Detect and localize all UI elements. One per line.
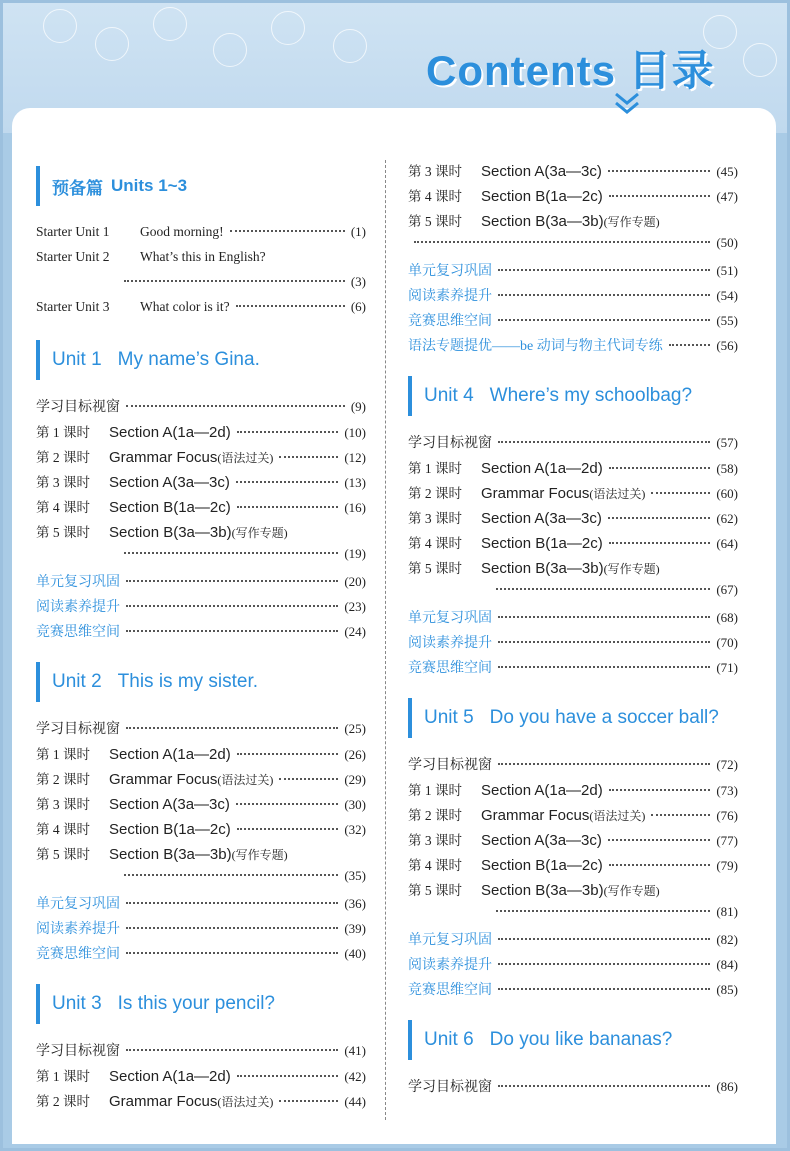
lesson-section: Section A(3a—3c): [109, 474, 230, 491]
lesson-number: 第 1 课时: [408, 783, 462, 798]
unit-title: This is my sister.: [117, 671, 259, 692]
page-number: (76): [716, 808, 738, 823]
page-number: (42): [344, 1069, 366, 1084]
hexagon-decoration: [213, 33, 247, 67]
lesson-number: 第 1 课时: [36, 1069, 90, 1084]
toc-entry[interactable]: [408, 335, 738, 360]
entry-title: 语法专题提优——be 动词与物主代词专练: [408, 339, 663, 354]
dot-leader: [498, 294, 710, 296]
lesson-number: 第 3 课时: [408, 833, 462, 848]
page-number: (62): [716, 511, 738, 526]
lesson-number: 第 1 课时: [36, 425, 90, 440]
page-number: (20): [344, 574, 366, 589]
toc-entry[interactable]: [36, 743, 366, 768]
toc-entry[interactable]: [408, 557, 738, 582]
entry-title: 竞赛思维空间: [408, 314, 492, 329]
entry-title: 阅读素养提升: [408, 636, 492, 651]
toc-entry[interactable]: [36, 224, 366, 249]
entry-title: 学习目标视窗: [36, 722, 120, 737]
page-number: (39): [344, 921, 366, 936]
dot-leader: [498, 763, 710, 765]
unit-heading[interactable]: [36, 166, 366, 206]
toc-entry[interactable]: [408, 632, 738, 657]
dot-leader: [124, 874, 338, 876]
lesson-section: Section A(1a—2d): [109, 1068, 231, 1085]
lesson-section: Section A(1a—2d): [109, 746, 231, 763]
toc-entry[interactable]: [408, 804, 738, 829]
toc-entry[interactable]: [36, 496, 366, 521]
page-number: (23): [344, 599, 366, 614]
unit-heading[interactable]: [408, 376, 738, 416]
page-number: (70): [716, 635, 738, 650]
lesson-note: (语法过关): [217, 773, 274, 787]
dot-leader: [237, 506, 339, 508]
dot-leader: [609, 789, 711, 791]
dot-leader: [498, 666, 710, 668]
lesson-section: Grammar Focus: [109, 1093, 218, 1110]
page-number: (29): [344, 772, 366, 787]
unit-title: Do you have a soccer ball?: [489, 707, 719, 728]
page-number: (50): [716, 235, 738, 250]
hexagon-decoration: [95, 27, 129, 61]
dot-leader: [230, 230, 345, 232]
toc-entry[interactable]: [408, 979, 738, 1004]
unit-title: Where’s my schoolbag?: [489, 385, 693, 406]
toc-entry[interactable]: [408, 260, 738, 285]
page-number: (51): [716, 263, 738, 278]
unit-number: Unit 3: [52, 993, 102, 1014]
lesson-section: Grammar Focus: [481, 807, 590, 824]
dot-leader: [126, 605, 338, 607]
lesson-note: (语法过关): [217, 1095, 274, 1109]
toc-entry[interactable]: [36, 471, 366, 496]
lesson-number: 第 3 课时: [408, 511, 462, 526]
unit-number: Unit 1: [52, 349, 102, 370]
dot-leader: [496, 588, 710, 590]
lesson-section: Grammar Focus: [109, 771, 218, 788]
page-number: (3): [350, 274, 366, 289]
unit-heading[interactable]: [36, 340, 366, 380]
entry-title: 学习目标视窗: [408, 758, 492, 773]
dot-leader: [279, 778, 338, 780]
dot-leader: [498, 269, 710, 271]
toc-entry[interactable]: [408, 854, 738, 879]
toc-entry[interactable]: [36, 274, 366, 299]
dot-leader: [651, 814, 710, 816]
lesson-note: (语法过关): [589, 809, 646, 823]
entry-title: 竞赛思维空间: [408, 983, 492, 998]
page-number: (44): [344, 1094, 366, 1109]
page-number: (32): [344, 822, 366, 837]
dot-leader: [498, 1085, 710, 1087]
page-number: (79): [716, 858, 738, 873]
page-number: (47): [716, 189, 738, 204]
lesson-number: 第 5 课时: [36, 525, 90, 540]
unit-heading[interactable]: [36, 984, 366, 1024]
page-number: (68): [716, 610, 738, 625]
dot-leader: [126, 927, 338, 929]
page-number: (40): [344, 946, 366, 961]
entry-title: 阅读素养提升: [36, 922, 120, 937]
lesson-number: 第 5 课时: [408, 883, 462, 898]
unit-heading[interactable]: [36, 662, 366, 702]
dot-leader: [124, 552, 338, 554]
lesson-number: 第 5 课时: [408, 561, 462, 576]
dot-leader: [498, 963, 710, 965]
unit-number: Unit 2: [52, 671, 102, 692]
page-number: (56): [716, 338, 738, 353]
dot-leader: [498, 441, 710, 443]
lesson-number: 第 2 课时: [408, 808, 462, 823]
page-number: (35): [344, 868, 366, 883]
dot-leader: [236, 803, 338, 805]
lesson-note: (语法过关): [217, 451, 274, 465]
page-number: (41): [344, 1043, 366, 1058]
toc-entry[interactable]: [36, 868, 366, 893]
toc-entry[interactable]: [408, 779, 738, 804]
page-number: (64): [716, 536, 738, 551]
entry-title: 学习目标视窗: [36, 1044, 120, 1059]
toc-entry[interactable]: [36, 718, 366, 743]
toc-entry[interactable]: [36, 1065, 366, 1090]
lesson-number: 第 2 课时: [408, 486, 462, 501]
column-divider: [385, 160, 386, 1120]
lesson-section: Section B(1a—2c): [481, 535, 603, 552]
lesson-number: 第 4 课时: [36, 500, 90, 515]
toc-entry[interactable]: [408, 432, 738, 457]
lesson-number: 第 2 课时: [36, 1094, 90, 1109]
entry-title: 竞赛思维空间: [36, 625, 120, 640]
lesson-section: Grammar Focus: [109, 449, 218, 466]
lesson-number: 第 1 课时: [36, 747, 90, 762]
lesson-number: 第 4 课时: [36, 822, 90, 837]
entry-title: 阅读素养提升: [408, 958, 492, 973]
page-number: (82): [716, 932, 738, 947]
toc-entry[interactable]: [36, 621, 366, 646]
dot-leader: [126, 952, 338, 954]
lesson-section: Section B(1a—2c): [481, 188, 603, 205]
dot-leader: [609, 467, 711, 469]
dot-leader: [279, 1100, 338, 1102]
lesson-section: Section B(1a—2c): [481, 857, 603, 874]
dot-leader: [651, 492, 710, 494]
toc-entry[interactable]: [36, 818, 366, 843]
unit-heading[interactable]: [408, 698, 738, 738]
lesson-section: Section A(3a—3c): [481, 510, 602, 527]
toc-entry[interactable]: [36, 299, 366, 324]
unit-number: Unit 4: [424, 385, 474, 406]
toc-entry[interactable]: [408, 754, 738, 779]
dot-leader: [498, 938, 710, 940]
entry-title: 单元复习巩固: [408, 611, 492, 626]
dot-leader: [609, 864, 711, 866]
lesson-section: Grammar Focus: [481, 485, 590, 502]
page-number: (9): [350, 399, 366, 414]
lesson-number: 第 4 课时: [408, 858, 462, 873]
toc-entry[interactable]: [36, 249, 366, 274]
unit-number: Unit 5: [424, 707, 474, 728]
lesson-number: 第 3 课时: [36, 475, 90, 490]
page-number: (55): [716, 313, 738, 328]
dot-leader: [236, 305, 345, 307]
dot-leader: [126, 1049, 338, 1051]
starter-unit-label: Starter Unit 3: [36, 299, 110, 314]
lesson-number: 第 4 课时: [408, 189, 462, 204]
page-number: (30): [344, 797, 366, 812]
toc-entry[interactable]: [408, 829, 738, 854]
toc-entry[interactable]: [36, 843, 366, 868]
entry-title: 阅读素养提升: [36, 600, 120, 615]
dot-leader: [609, 195, 711, 197]
contents-column-right: [408, 160, 738, 1101]
toc-entry[interactable]: [408, 904, 738, 929]
page-number: (54): [716, 288, 738, 303]
unit-number: 预备篇: [52, 178, 103, 198]
double-chevron-down-icon: [612, 90, 642, 118]
starter-unit-label: Starter Unit 1: [36, 224, 110, 239]
entry-title: 竞赛思维空间: [408, 661, 492, 676]
toc-entry[interactable]: [36, 1040, 366, 1065]
entry-title: 单元复习巩固: [36, 897, 120, 912]
toc-entry[interactable]: [36, 768, 366, 793]
toc-entry[interactable]: [36, 396, 366, 421]
dot-leader: [126, 580, 338, 582]
lesson-note: (写作专题): [603, 215, 660, 229]
toc-entry[interactable]: [408, 954, 738, 979]
lesson-note: (语法过关): [589, 487, 646, 501]
contents-column-left: [36, 160, 366, 1115]
lesson-number: 第 3 课时: [408, 164, 462, 179]
lesson-number: 第 5 课时: [36, 847, 90, 862]
lesson-section: Section A(1a—2d): [109, 424, 231, 441]
entry-title: 学习目标视窗: [408, 436, 492, 451]
toc-entry[interactable]: [408, 185, 738, 210]
entry-title: 竞赛思维空间: [36, 947, 120, 962]
page-number: (67): [716, 582, 738, 597]
toc-entry[interactable]: [36, 421, 366, 446]
dot-leader: [496, 910, 710, 912]
page-number: (73): [716, 783, 738, 798]
toc-entry[interactable]: [408, 879, 738, 904]
dot-leader: [124, 280, 345, 282]
dot-leader: [669, 344, 711, 346]
lesson-note: (写作专题): [231, 848, 288, 862]
toc-entry[interactable]: [408, 657, 738, 682]
page-number: (85): [716, 982, 738, 997]
toc-entry[interactable]: [36, 571, 366, 596]
page-number: (60): [716, 486, 738, 501]
entry-title: 学习目标视窗: [408, 1080, 492, 1095]
toc-entry[interactable]: [408, 160, 738, 185]
toc-entry[interactable]: [36, 446, 366, 471]
dot-leader: [237, 753, 339, 755]
unit-title: Is this your pencil?: [117, 993, 275, 1014]
page-number: (77): [716, 833, 738, 848]
lesson-section: Section B(3a—3b): [109, 524, 232, 541]
lesson-number: 第 2 课时: [36, 450, 90, 465]
dot-leader: [126, 902, 338, 904]
unit-title: Do you like bananas?: [489, 1029, 673, 1050]
page-number: (58): [716, 461, 738, 476]
page-number: (6): [350, 299, 366, 314]
dot-leader: [608, 517, 710, 519]
page-number: (86): [716, 1079, 738, 1094]
toc-entry[interactable]: [408, 532, 738, 557]
entry-title: 学习目标视窗: [36, 400, 120, 415]
lesson-section: Section A(1a—2d): [481, 782, 603, 799]
lesson-section: Section B(3a—3b): [481, 882, 604, 899]
page-title: Contents 目录: [426, 47, 715, 94]
lesson-note: (写作专题): [603, 884, 660, 898]
hexagon-decoration: [743, 43, 777, 77]
dot-leader: [126, 405, 345, 407]
dot-leader: [236, 481, 338, 483]
unit-title: Units 1~3: [111, 176, 188, 195]
hexagon-decoration: [271, 11, 305, 45]
entry-title: 单元复习巩固: [36, 575, 120, 590]
page-number: (24): [344, 624, 366, 639]
unit-heading[interactable]: [408, 1020, 738, 1060]
dot-leader: [237, 828, 339, 830]
hexagon-decoration: [153, 7, 187, 41]
dot-leader: [609, 542, 711, 544]
dot-leader: [498, 319, 710, 321]
page-number: (71): [716, 660, 738, 675]
toc-entry[interactable]: [36, 793, 366, 818]
hexagon-decoration: [43, 9, 77, 43]
page-number: (13): [344, 475, 366, 490]
lesson-section: Section A(3a—3c): [109, 796, 230, 813]
lesson-note: (写作专题): [603, 562, 660, 576]
lesson-section: Section A(3a—3c): [481, 163, 602, 180]
unit-title: My name’s Gina.: [117, 349, 260, 370]
hexagon-decoration: [333, 29, 367, 63]
toc-entry[interactable]: [36, 918, 366, 943]
page-number: (1): [350, 224, 366, 239]
toc-entry[interactable]: [36, 1090, 366, 1115]
unit-number: Unit 6: [424, 1029, 474, 1050]
toc-entry[interactable]: [36, 596, 366, 621]
dot-leader: [608, 839, 710, 841]
entry-title: Good morning!: [140, 224, 224, 239]
entry-title: 单元复习巩固: [408, 264, 492, 279]
page-number: (57): [716, 435, 738, 450]
starter-unit-label: Starter Unit 2: [36, 249, 110, 264]
toc-entry[interactable]: [408, 929, 738, 954]
page-number: (36): [344, 896, 366, 911]
page-number: (84): [716, 957, 738, 972]
toc-entry[interactable]: [36, 893, 366, 918]
dot-leader: [237, 431, 339, 433]
toc-entry[interactable]: [408, 235, 738, 260]
toc-entry[interactable]: [408, 507, 738, 532]
lesson-section: Section B(3a—3b): [109, 846, 232, 863]
dot-leader: [126, 630, 338, 632]
lesson-section: Section B(3a—3b): [481, 213, 604, 230]
page-number: (25): [344, 721, 366, 736]
entry-title: What color is it?: [140, 299, 230, 314]
lesson-number: 第 4 课时: [408, 536, 462, 551]
entry-title: What’s this in English?: [140, 249, 266, 264]
lesson-number: 第 2 课时: [36, 772, 90, 787]
toc-entry[interactable]: [408, 582, 738, 607]
page-number: (19): [344, 546, 366, 561]
toc-entry[interactable]: [408, 210, 738, 235]
toc-entry[interactable]: [408, 607, 738, 632]
lesson-section: Section B(1a—2c): [109, 499, 231, 516]
lesson-number: 第 5 课时: [408, 214, 462, 229]
entry-title: 阅读素养提升: [408, 289, 492, 304]
page-number: (26): [344, 747, 366, 762]
dot-leader: [498, 641, 710, 643]
page-number: (12): [344, 450, 366, 465]
toc-entry[interactable]: [36, 521, 366, 546]
dot-leader: [237, 1075, 339, 1077]
page-number: (72): [716, 757, 738, 772]
lesson-section: Section B(3a—3b): [481, 560, 604, 577]
lesson-section: Section A(3a—3c): [481, 832, 602, 849]
dot-leader: [498, 988, 710, 990]
toc-entry[interactable]: [408, 1076, 738, 1101]
dot-leader: [498, 616, 710, 618]
dot-leader: [279, 456, 338, 458]
dot-leader: [608, 170, 710, 172]
page-number: (81): [716, 904, 738, 919]
toc-entry[interactable]: [408, 482, 738, 507]
entry-title: 单元复习巩固: [408, 933, 492, 948]
lesson-section: Section B(1a—2c): [109, 821, 231, 838]
page-number: (16): [344, 500, 366, 515]
page-number: (45): [716, 164, 738, 179]
toc-entry[interactable]: [408, 285, 738, 310]
dot-leader: [414, 241, 710, 243]
lesson-number: 第 1 课时: [408, 461, 462, 476]
page-number: (10): [344, 425, 366, 440]
dot-leader: [126, 727, 338, 729]
toc-entry[interactable]: [408, 310, 738, 335]
toc-entry[interactable]: [36, 546, 366, 571]
lesson-section: Section A(1a—2d): [481, 460, 603, 477]
toc-entry[interactable]: [36, 943, 366, 968]
lesson-number: 第 3 课时: [36, 797, 90, 812]
toc-entry[interactable]: [408, 457, 738, 482]
lesson-note: (写作专题): [231, 526, 288, 540]
